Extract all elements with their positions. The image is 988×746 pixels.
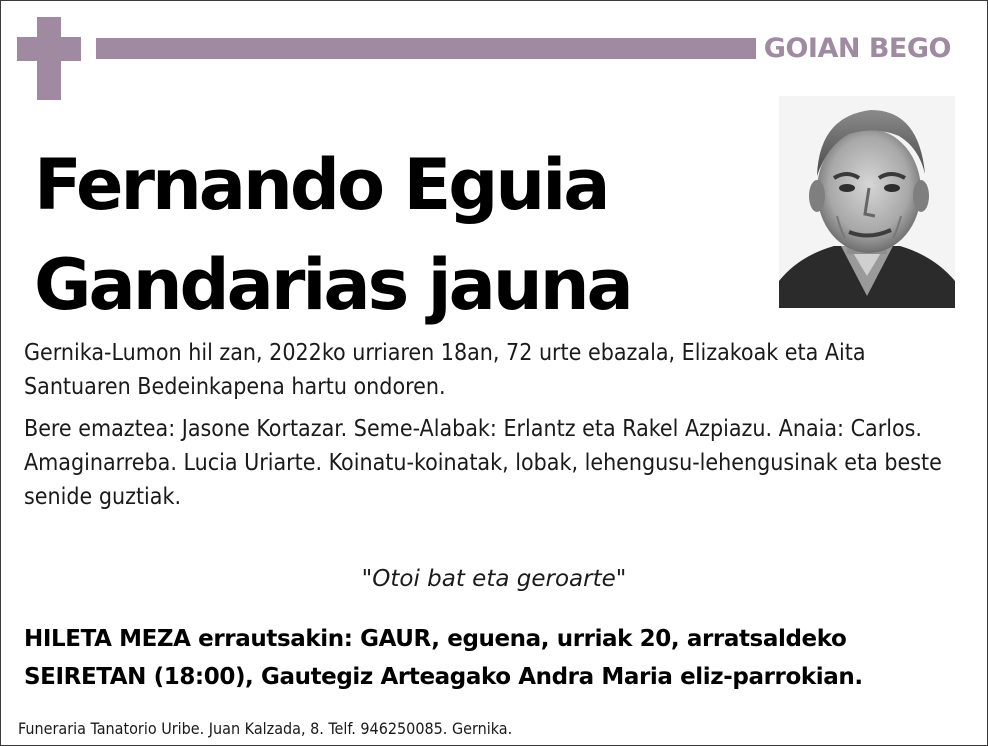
header-label: GOIAN BEGO: [763, 33, 951, 64]
portrait-photo: [779, 96, 955, 308]
obituary-body: [24, 336, 969, 522]
deceased-name: [34, 135, 631, 335]
name-line-2: Gandarias jauna: [34, 244, 631, 326]
family-paragraph: Bere emaztea: Jasone Kortazar. Seme-Alabak: Erlantz eta Rakel Azpiazu. Anaia: Carlos. Amaginarreba. Lucia Uriarte. Koinatu-koinatak, lobak, lehengusu-lehengusinak eta beste senide guztiak.: [24, 416, 942, 510]
funeral-service-notice: [24, 620, 974, 696]
funeral-line-1: HILETA MEZA errautsakin: GAUR, eguena, urriak 20, arratsaldeko: [24, 626, 847, 652]
name-line-1: Fernando Eguia: [34, 144, 608, 226]
funeral-home-footer: Funeraria Tanatorio Uribe. Juan Kalzada, 8. Telf. 946250085. Gernika.: [18, 719, 513, 738]
death-notice-paragraph: Gernika-Lumon hil zan, 2022ko urriaren 18an, 72 urte ebazala, Elizakoak eta Aita Santuaren Bedeinkapena hartu ondoren.: [24, 340, 866, 400]
prayer-quote: "Otoi bat eta geroarte": [361, 566, 627, 592]
funeral-line-2: SEIRETAN (18:00), Gautegiz Arteagako Andra Maria eliz-parrokian.: [24, 664, 863, 690]
header-rule: [96, 38, 756, 59]
